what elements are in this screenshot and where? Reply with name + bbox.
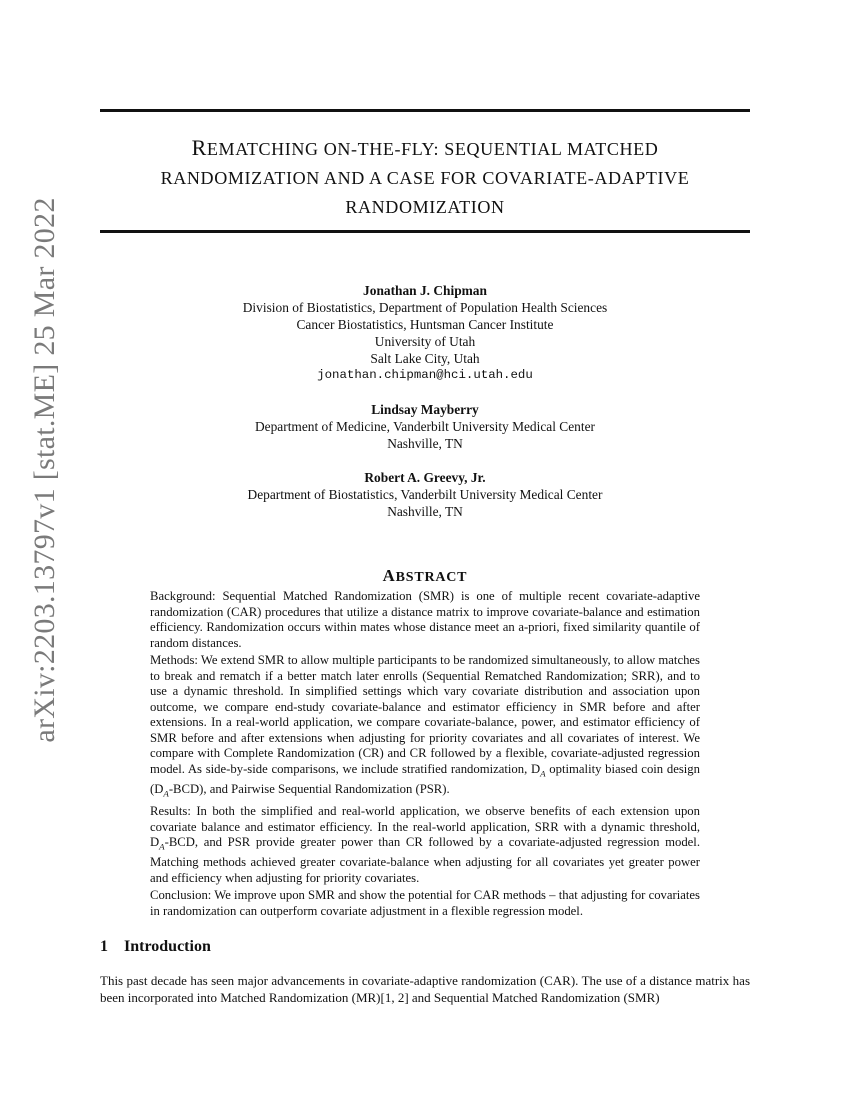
section-number: 1 xyxy=(100,938,108,955)
author-entry xyxy=(100,282,750,384)
title-line: RANDOMIZATION xyxy=(345,197,505,217)
paper-title xyxy=(100,133,750,222)
author-affiliation: Department of Medicine, Vanderbilt University Medical Center xyxy=(255,419,595,434)
section-title: Introduction xyxy=(124,938,211,955)
author-email[interactable]: jonathan.chipman@hci.utah.edu xyxy=(317,368,533,382)
arxiv-identifier: arXiv:2203.13797v1 [stat.ME] 25 Mar 2022 xyxy=(28,197,61,743)
author-affiliation: Department of Biostatistics, Vanderbilt University Medical Center xyxy=(247,487,603,502)
abstract-heading: ABSTRACT xyxy=(382,566,468,585)
section-heading xyxy=(100,938,211,956)
abstract-paragraph: Results: In both the simplified and real-world application, we observe benefits of each extension upon covariate balance and estimator efficiency. In the real-world application, SRR with a dynamic threshold, $D_A$-BCD, and PSR provide greater power than CR followed by a covariate-adjusted regression model. Matching methods achieved greater covariate-balance when adjusting for all covariates yet greater power and efficiency when adjusting for priority covariates. xyxy=(150,804,700,885)
abstract-body xyxy=(150,589,700,922)
abstract-paragraph: Conclusion: We improve upon SMR and show the potential for CAR methods – that adjusting for covariates in randomization can outperform covariate adjustment in a flexible regression model. xyxy=(150,888,700,918)
author-name: Robert A. Greevy, Jr. xyxy=(364,470,486,485)
title-bottom-rule xyxy=(100,230,750,233)
author-block xyxy=(100,282,750,537)
body-paragraph: This past decade has seen major advancements in covariate-adaptive randomization (CAR). The use of a distance matrix has been incorporated into Matched Randomization (MR)[1, 2] and Sequential Matched Randomization (SMR) xyxy=(100,973,750,1005)
author-name: Jonathan J. Chipman xyxy=(363,283,487,298)
title-line: RANDOMIZATION AND A CASE FOR COVARIATE-ADAPTIVE xyxy=(160,168,690,188)
introduction-text xyxy=(100,973,750,1006)
author-affiliation: University of Utah xyxy=(374,334,476,349)
author-entry xyxy=(100,401,750,452)
abstract-paragraph: Methods: We extend SMR to allow multiple participants to be randomized simultaneously, to allow matches to break and rematch if a better match later enrolls (Sequential Rematched Randomization; SRR), and to use a dynamic threshold. In simplified settings which vary covariate distribution and association upon outcome, we compare end-study covariate-balance and estimator efficiency in SMR before and after extensions. In a real-world application, we compare covariate-balance, power, and estimator efficiency of SMR before and after extensions when adjusting for priority covariates and all covariates of interest. We compare with Complete Randomization (CR) and CR followed by a flexible, covariate-adjusted regression model. As side-by-side comparisons, we include stratified randomization, $D_A$ optimality biased coin design $(D_A-BCD)$, and Pairwise Sequential Randomization (PSR). xyxy=(150,653,700,799)
title-top-rule xyxy=(100,109,750,112)
author-affiliation: Cancer Biostatistics, Huntsman Cancer Institute xyxy=(296,317,554,332)
abstract-paragraph: Background: Sequential Matched Randomization (SMR) is one of multiple recent covariate-adaptive randomization (CAR) procedures that utilize a distance matrix to improve covariate-balance and estimation efficiency. Randomization occurs within mates whose distance meet an a-priori, fixed similarity quantile of random distances. xyxy=(150,589,700,650)
author-affiliation: Division of Biostatistics, Department of Population Health Sciences xyxy=(242,300,608,315)
author-entry xyxy=(100,469,750,520)
author-affiliation: Nashville, TN xyxy=(387,504,463,519)
title-line: REMATCHING ON-THE-FLY: SEQUENTIAL MATCHED xyxy=(191,135,659,160)
author-affiliation: Nashville, TN xyxy=(387,436,463,451)
author-name: Lindsay Mayberry xyxy=(371,402,479,417)
author-affiliation: Salt Lake City, Utah xyxy=(370,351,480,366)
